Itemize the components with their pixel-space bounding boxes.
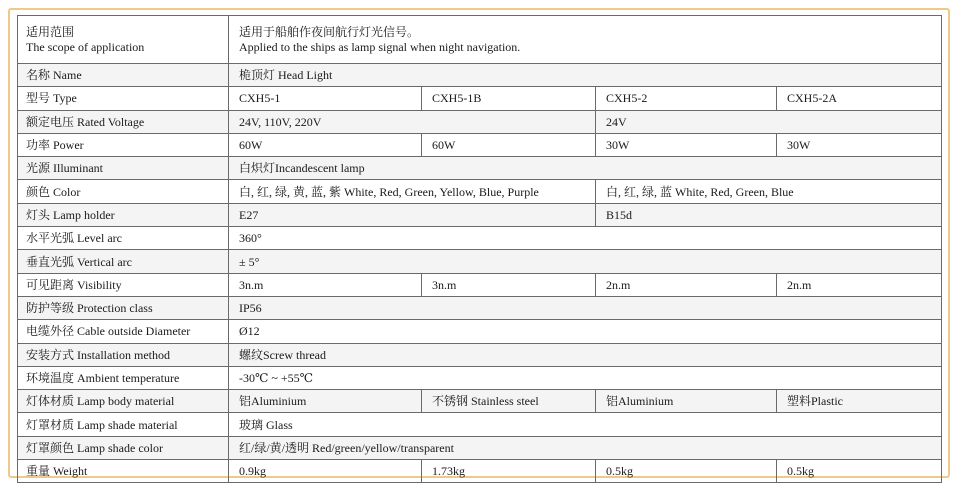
label-lamp-shade-color: 灯罩颜色 Lamp shade color xyxy=(18,436,229,459)
label-scope-en: The scope of application xyxy=(26,39,145,54)
row-cable-diameter xyxy=(18,320,942,343)
row-power xyxy=(18,133,942,156)
value-visibility-2: 3n.m xyxy=(422,273,596,296)
row-lamp-body-material xyxy=(18,390,942,413)
value-visibility-1: 3n.m xyxy=(229,273,422,296)
row-weight xyxy=(18,460,942,483)
value-protection-class: IP56 xyxy=(229,296,942,319)
value-vertical-arc: ± 5° xyxy=(229,250,942,273)
row-visibility xyxy=(18,273,942,296)
value-lamp-holder-1: E27 xyxy=(229,203,596,226)
value-rated-voltage-2: 24V xyxy=(596,110,942,133)
value-illuminant: 白炽灯Incandescent lamp xyxy=(229,157,942,180)
label-visibility: 可见距离 Visibility xyxy=(18,273,229,296)
row-scope xyxy=(18,16,942,64)
value-weight-3: 0.5kg xyxy=(596,460,777,483)
value-type-3: CXH5-2 xyxy=(596,87,777,110)
label-rated-voltage: 额定电压 Rated Voltage xyxy=(18,110,229,133)
label-lamp-shade-material: 灯罩材质 Lamp shade material xyxy=(18,413,229,436)
row-lamp-holder xyxy=(18,203,942,226)
label-level-arc: 水平光弧 Level arc xyxy=(18,227,229,250)
value-weight-1: 0.9kg xyxy=(229,460,422,483)
label-illuminant: 光源 Illuminant xyxy=(18,157,229,180)
value-lamp-body-material-2: 不锈钢 Stainless steel xyxy=(422,390,596,413)
value-scope-en: Applied to the ships as lamp signal when night navigation. xyxy=(239,39,521,54)
row-installation-method xyxy=(18,343,942,366)
value-lamp-shade-color: 红/绿/黄/透明 Red/green/yellow/transparent xyxy=(229,436,942,459)
label-type: 型号 Type xyxy=(18,87,229,110)
label-power: 功率 Power xyxy=(18,133,229,156)
value-power-2: 60W xyxy=(422,133,596,156)
row-illuminant xyxy=(18,157,942,180)
row-rated-voltage xyxy=(18,110,942,133)
value-cable-diameter: Ø12 xyxy=(229,320,942,343)
value-weight-2: 1.73kg xyxy=(422,460,596,483)
label-name: 名称 Name xyxy=(18,64,229,87)
row-name xyxy=(18,64,942,87)
value-lamp-body-material-1: 铝Aluminium xyxy=(229,390,422,413)
value-type-2: CXH5-1B xyxy=(422,87,596,110)
value-name: 桅顶灯 Head Light xyxy=(229,64,942,87)
row-level-arc xyxy=(18,227,942,250)
row-ambient-temperature xyxy=(18,366,942,389)
label-scope xyxy=(18,16,229,64)
label-ambient-temperature: 环境温度 Ambient temperature xyxy=(18,366,229,389)
row-protection-class xyxy=(18,296,942,319)
label-cable-diameter: 电缆外径 Cable outside Diameter xyxy=(18,320,229,343)
value-lamp-body-material-3: 铝Aluminium xyxy=(596,390,777,413)
value-level-arc: 360° xyxy=(229,227,942,250)
row-lamp-shade-color xyxy=(18,436,942,459)
value-weight-4: 0.5kg xyxy=(777,460,942,483)
row-type xyxy=(18,87,942,110)
value-power-1: 60W xyxy=(229,133,422,156)
value-color-2: 白, 红, 绿, 蓝 White, Red, Green, Blue xyxy=(596,180,942,203)
value-type-1: CXH5-1 xyxy=(229,87,422,110)
label-weight: 重量 Weight xyxy=(18,460,229,483)
value-lamp-holder-2: B15d xyxy=(596,203,942,226)
row-vertical-arc xyxy=(18,250,942,273)
label-protection-class: 防护等级 Protection class xyxy=(18,296,229,319)
spec-frame xyxy=(8,8,950,478)
value-ambient-temperature: -30℃ ~ +55℃ xyxy=(229,366,942,389)
label-lamp-body-material: 灯体材质 Lamp body material xyxy=(18,390,229,413)
label-color: 颜色 Color xyxy=(18,180,229,203)
value-power-4: 30W xyxy=(777,133,942,156)
value-installation-method: 螺纹Screw thread xyxy=(229,343,942,366)
label-scope-cn: 适用范围 xyxy=(26,24,75,39)
spec-table xyxy=(17,15,942,483)
value-rated-voltage-1: 24V, 110V, 220V xyxy=(229,110,596,133)
value-lamp-shade-material: 玻璃 Glass xyxy=(229,413,942,436)
value-scope-cn: 适用于船舶作夜间航行灯光信号。 xyxy=(239,24,420,39)
row-color xyxy=(18,180,942,203)
value-visibility-3: 2n.m xyxy=(596,273,777,296)
value-visibility-4: 2n.m xyxy=(777,273,942,296)
label-lamp-holder: 灯头 Lamp holder xyxy=(18,203,229,226)
value-scope xyxy=(229,16,942,64)
label-installation-method: 安装方式 Installation method xyxy=(18,343,229,366)
value-lamp-body-material-4: 塑料Plastic xyxy=(777,390,942,413)
value-color-1: 白, 红, 绿, 黄, 蓝, 紫 White, Red, Green, Yellow, Blue, Purple xyxy=(229,180,596,203)
value-type-4: CXH5-2A xyxy=(777,87,942,110)
label-vertical-arc: 垂直光弧 Vertical arc xyxy=(18,250,229,273)
row-lamp-shade-material xyxy=(18,413,942,436)
value-power-3: 30W xyxy=(596,133,777,156)
